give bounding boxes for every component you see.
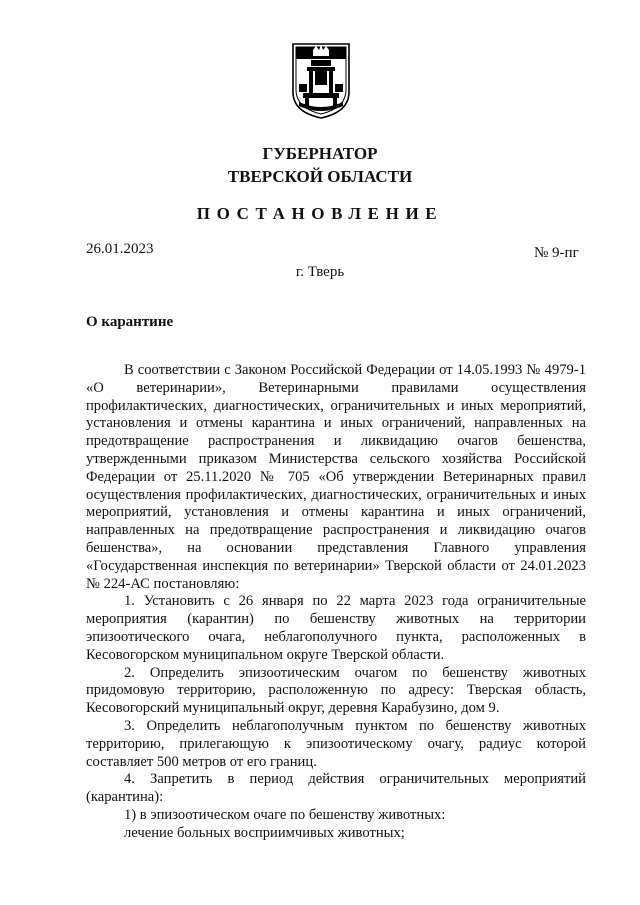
item-1-paragraph: 1. Установить с 26 января по 22 марта 2023 года ограничительные мероприятия (карантин) по бешенству животных на территории эпизоотического очага, неблагополучного пункта, расположенных в Кесовогорском муниципальном округе Тверской области. <box>86 593 586 663</box>
document-city: г. Тверь <box>295 264 345 280</box>
document-body <box>86 362 586 843</box>
document-subject: О карантине <box>86 314 174 330</box>
item-3-paragraph: 3. Определить неблагополучным пунктом по бешенству животных территорию, прилегающую к эпизоотическому очагу, радиус которой составляет 500 метров от его границ. <box>86 717 586 770</box>
document-type: ПОСТАНОВЛЕНИЕ <box>196 204 444 223</box>
item-2-paragraph: 2. Определить эпизоотическим очагом по бешенству животных придомовую территорию, расположенную по адресу: Тверская область, Кесовогорский муниципальный округ, деревня Карабузино, дом 9. <box>86 664 586 717</box>
governor-title: ГУБЕРНАТОР <box>262 144 378 163</box>
item-4-1-paragraph: 1) в эпизоотическом очаге по бешенству животных: <box>124 806 446 823</box>
item-4-paragraph: 4. Запретить в период действия ограничительных мероприятий (карантина): <box>86 771 586 806</box>
region-title: ТВЕРСКОЙ ОБЛАСТИ <box>227 167 413 186</box>
document-number: № 9-пг <box>534 245 579 261</box>
preamble-paragraph: В соответствии с Законом Российской Федерации от 14.05.1993 № 4979-1 «О ветеринарии», Ветеринарными правилами осуществления профилактических, диагностических, ограничительных и иных мероприятий, установления и отмены карантина и иных ограничений, направленных на предотвращение распространения и ликвидацию очагов бешенства, утвержденными приказом Министерства сельского хозяйства Российской Федерации от 25.11.2020 № 705 «Об утверждении Ветеринарных правил осуществления профилактических, диагностических, ограничительных и иных мероприятий, установления и отмены карантина и иных ограничений, направленных на предотвращение распространения и ликвидацию очагов бешенства», на основании представления Главного управления «Государственная инспекция по ветеринарии» Тверской области от 24.01.2023 № 224-АС постановляю: <box>86 362 586 592</box>
document-date: 26.01.2023 <box>86 241 154 257</box>
item-4-1-a-paragraph: лечение больных восприимчивых животных; <box>124 824 405 841</box>
coat-of-arms-icon <box>289 40 353 120</box>
